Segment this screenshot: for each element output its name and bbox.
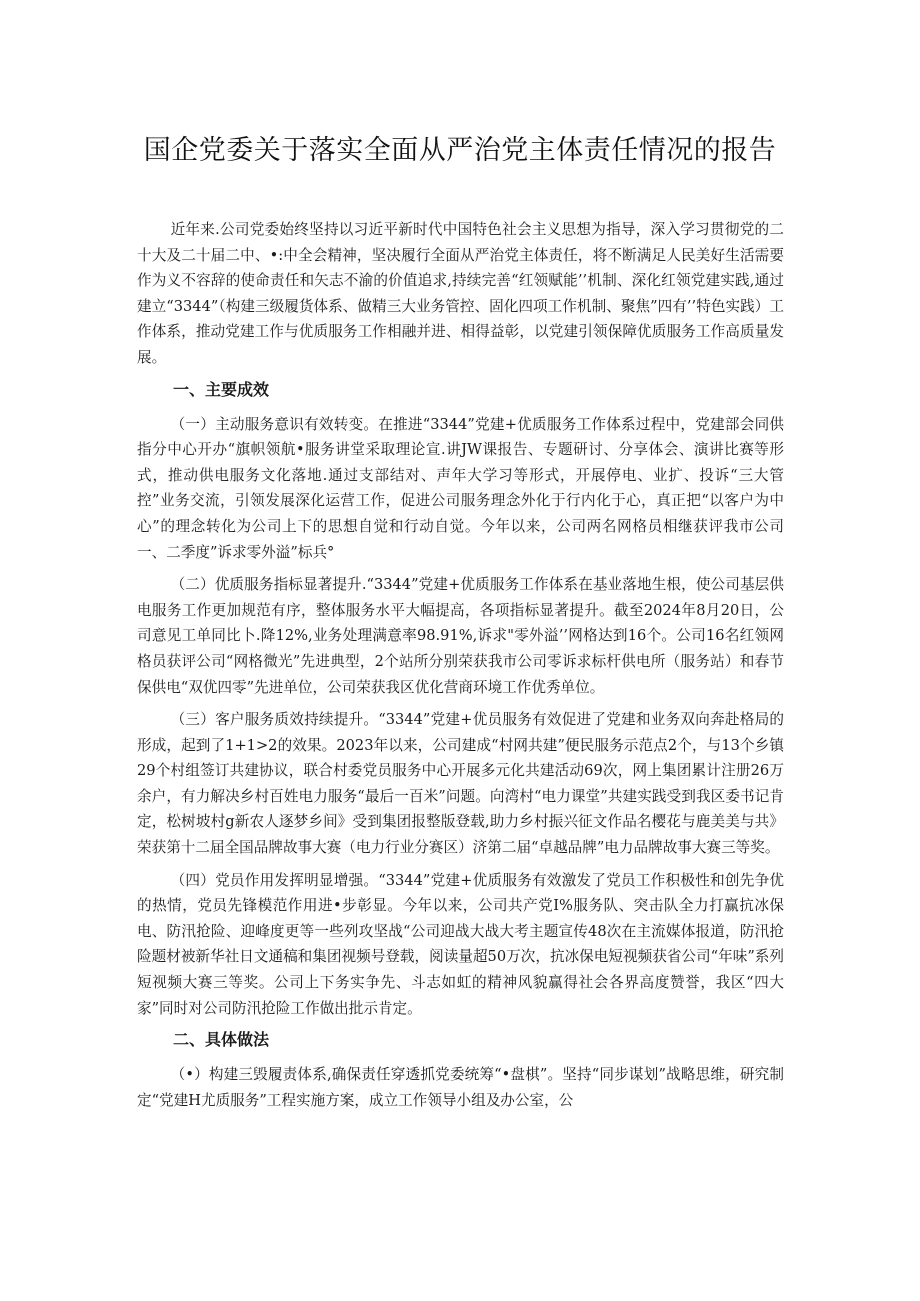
paragraph-service-indicators: （二）优质服务指标显著提升.“3344”党建+优质服务工作体系在基业落地生根，使公司基层供电服务工作更加规范有序，整体服务水平大幅提高，各项指标显著提升。截至2024年8月20日，公司意见工单同比卜.降12%,业务处理满意率98.91%,诉求"零外溢’’网格达到16个。公司16名红领网格员获评公司“网格微光”先进典型，2个站所分别荣获我市公司零诉求标杆供电所（服务站）和春节保供电“双优四零”先进单位，公司荣获我区优化营商环境工作优秀单位。 [137,576,784,696]
paragraph-responsibility-system: （•）构建三毁履责体系,确保责任穿透抓党委统筹“•盘棋”。坚持“同步谋划”战略思维，研究制定“党建H尤质服务”工程实施方案，成立工作领导小组及办公室，公 [137,1066,784,1109]
intro-paragraph: 近年来.公司党委始终坚持以习近平新时代中国特色社会主义思想为指导，深入学习贯彻党的二十大及二十届二中、•:中全会精神，坚决履行全面从严治党主体责任，将不断满足人民美好生活需要作为义不容辞的使命责任和矢志不渝的价值追求,持续完善“红领赋能’’机制、深化红领党建实践,通过建立“3344”（构建三级履货体系、做精三大业务管控、固化四项工作机制、聚焦”四有’’特色实践）工作体系，推动党建工作与优质服务工作相融并进、相得益彰，以党建引领保障优质服务工作高质量发展。 [137,221,784,366]
section-heading-main-results: 一、主要成效 [173,379,270,399]
document-title: 国企党委关于落实全面从严治党主体责任情况的报告 [143,135,777,166]
paragraph-service-awareness: （一）主动服务意识有效转变。在推进“3344”党建+优质服务工作体系过程中，党建部会同供指分中心开办“旗帜领航•服务讲堂采取理论宣.讲JW课报告、专题研讨、分享体会、演讲比赛等形式，推动供电服务文化落地.通过支部结对、声年大学习等形式，开展停电、业扩、投诉“三大管控”业务交流，引领发展深化运营工作，促进公司服务理念外化于行内化于心，真正把“以客户为中心”的理念转化为公司上下的思想自觉和行动自觉。今年以来，公司两名网格员相继获评我市公司一、二季度”诉求零外溢”标兵° [137,415,784,561]
paragraph-customer-service: （三）客户服务质效持续提升。“3344”党建+优员服务有效促进了党建和业务双向奔赴格局的形成，起到了1+1>2的效果。2023年以来，公司建成“村网共建”便民服务示范点2个，与13个乡镇29个村组签订共建协议，联合村委党员服务中心开展多元化共建活动69次，网上集团累计注册26万余户，有力解决乡村百姓电力服务“最后一百米”问题。向湾村“电力课堂”共建实践受到我区委书记肯定，松树坡村g新农人逐梦乡间》受到集团报整版登载,助力乡村振兴征文作品名樱花与鹿美美与共》荣获第十二届全国品牌故事大赛（电力行业分赛区）济第二届“卓越品牌”电力品牌故事大赛三等奖。 [137,711,784,857]
document-body [137,217,784,1120]
paragraph-party-member-role: （四）党员作用发挥明显增强。“3344”党建+优质服务有效激发了党员工作积极性和创先争优的热情，党员先锋模范作用进•步彰显。今年以来，公司共产党I%服务队、突击队全力打赢抗冰保电、防汛抢险、迎峰度更等一些列攻坚战“公司迎战大战大考主题宣传48次在主流媒体报道，防汛抢险题材被新华社日文通稿和集团视频号登载，阅读量超50万次，抗冰保电短视频获省公司“年味”系列短视频大赛三等奖。公司上下务实争先、斗志如虹的精神风貌赢得社会各界高度赞誉，我区“四大家”同时对公司防汛抢险工作做出批示肯定。 [137,871,784,1017]
section-heading-specific-practices: 二、具体做法 [173,1030,270,1050]
